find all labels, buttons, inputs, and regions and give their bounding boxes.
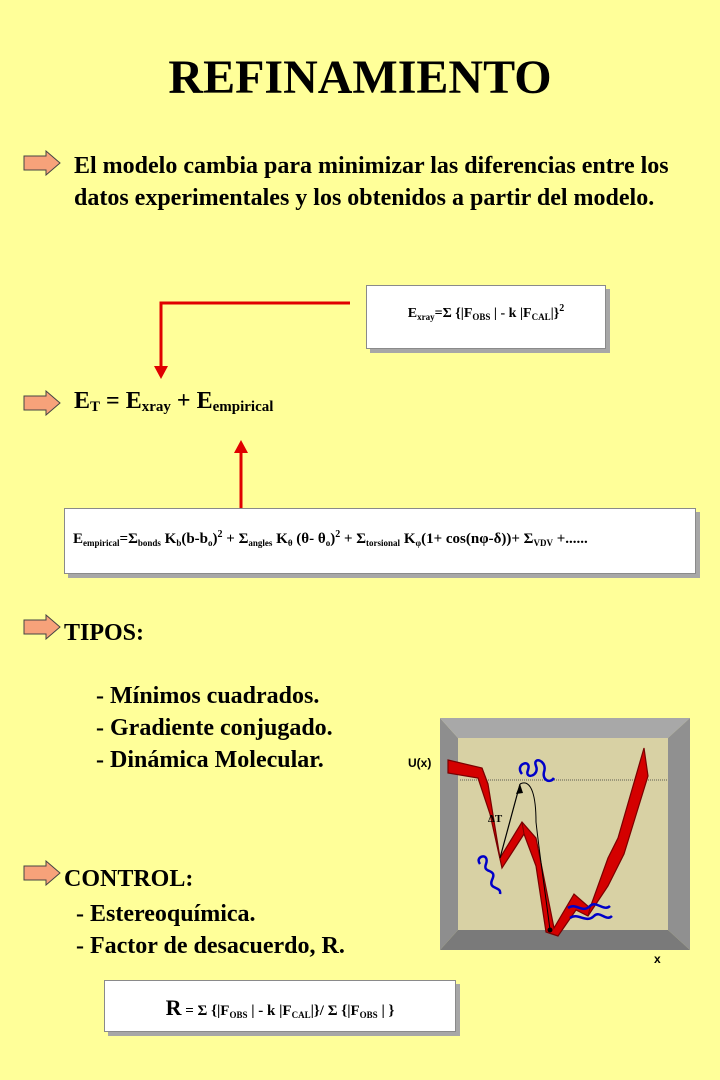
equation-text: + E [170, 388, 213, 414]
list-item: - Factor de desacuerdo, R. [76, 933, 345, 959]
equation-sub: xray [141, 399, 171, 415]
empirical-energy-formula [73, 531, 588, 548]
formula-text: +...... [552, 531, 588, 547]
x-axis-label: x [654, 952, 661, 966]
bullet-arrow-icon [22, 860, 62, 886]
delta-t-label: ΔT [488, 813, 503, 825]
figure-background [458, 738, 668, 930]
formula-text: | - k |F [490, 306, 532, 321]
r-factor-box [104, 980, 456, 1032]
formula-sub: bonds [137, 538, 161, 548]
minimum-point [548, 928, 553, 933]
formula-sub: empirical [83, 538, 120, 548]
intro-text: El modelo cambia para minimizar las diferencias entre los datos experimentales y los obtenidos a partir del modelo. [74, 153, 669, 211]
formula-text: (1+ cos(nφ-δ))+ Σ [421, 531, 534, 547]
xray-energy-formula [367, 303, 605, 322]
formula-sub: θ [287, 538, 293, 548]
formula-text: =Σ [119, 531, 138, 547]
formula-sub: φ [415, 538, 422, 548]
formula-sub: b [176, 538, 182, 548]
list-item: - Gradiente conjugado. [96, 715, 333, 741]
connector-arrow-icon [140, 290, 370, 380]
formula-sup: 2 [335, 529, 341, 540]
formula-text: =Σ {|F [434, 306, 473, 321]
bullet-arrow-icon [22, 614, 62, 640]
formula-sup: 2 [217, 529, 223, 540]
formula-text: (b-b [181, 531, 209, 547]
formula-text: E [407, 306, 418, 321]
figure-floor [440, 930, 690, 950]
formula-text: K [400, 531, 416, 547]
control-heading: CONTROL: [64, 866, 194, 892]
bullet-arrow-icon [22, 150, 62, 176]
page-title: REFINAMIENTO [168, 51, 552, 104]
formula-text: (θ- θ [292, 531, 326, 547]
empirical-energy-box [64, 508, 696, 574]
figure-wall-left [440, 718, 458, 950]
formula-sub: o [325, 538, 331, 548]
formula-sub: OBS [472, 312, 491, 322]
bullet-arrow-icon [22, 390, 62, 416]
total-energy-equation [74, 388, 273, 415]
xray-energy-box [366, 285, 606, 349]
figure-wall-top [440, 718, 690, 738]
formula-text: R [165, 995, 182, 1020]
formula-sub: xray [417, 312, 435, 322]
formula-sub: torsional [366, 538, 401, 548]
formula-text: |}/ Σ {|F [310, 1003, 360, 1019]
figure-wall-right [668, 718, 690, 950]
y-axis-label: U(x) [408, 756, 432, 770]
control-list [76, 898, 345, 962]
list-item: - Estereoquímica. [76, 901, 256, 927]
energy-surface-figure [440, 718, 690, 954]
formula-sub: VDV [533, 538, 553, 548]
formula-text: K [160, 531, 177, 547]
equation-sub: empirical [212, 399, 274, 415]
formula-text: ) [330, 531, 336, 547]
formula-sub: OBS [229, 1010, 248, 1020]
formula-text: ) [212, 531, 218, 547]
formula-sub: o [208, 538, 213, 548]
formula-text: + Σ [340, 531, 367, 547]
formula-text: K [272, 531, 288, 547]
formula-sup: 2 [559, 303, 565, 314]
formula-sub: CAL [531, 312, 551, 322]
formula-text: = Σ {|F [181, 1003, 230, 1019]
tipos-heading: TIPOS: [64, 620, 145, 646]
list-item: - Dinámica Molecular. [96, 747, 324, 773]
formula-text: + Σ [222, 531, 249, 547]
connector-arrow-icon [230, 438, 252, 516]
formula-sub: CAL [291, 1010, 311, 1020]
formula-sub: OBS [359, 1010, 378, 1020]
list-item: - Mínimos cuadrados. [96, 683, 320, 709]
r-factor-formula [105, 995, 455, 1021]
equation-text: = E [100, 388, 142, 414]
formula-text: | - k |F [247, 1003, 292, 1019]
formula-text: |} [550, 306, 560, 321]
tipos-list [96, 680, 333, 776]
formula-text: E [73, 531, 84, 547]
equation-sub: T [90, 399, 101, 415]
formula-text: | } [377, 1003, 395, 1019]
formula-sub: angles [248, 538, 273, 548]
equation-text: E [74, 388, 91, 414]
